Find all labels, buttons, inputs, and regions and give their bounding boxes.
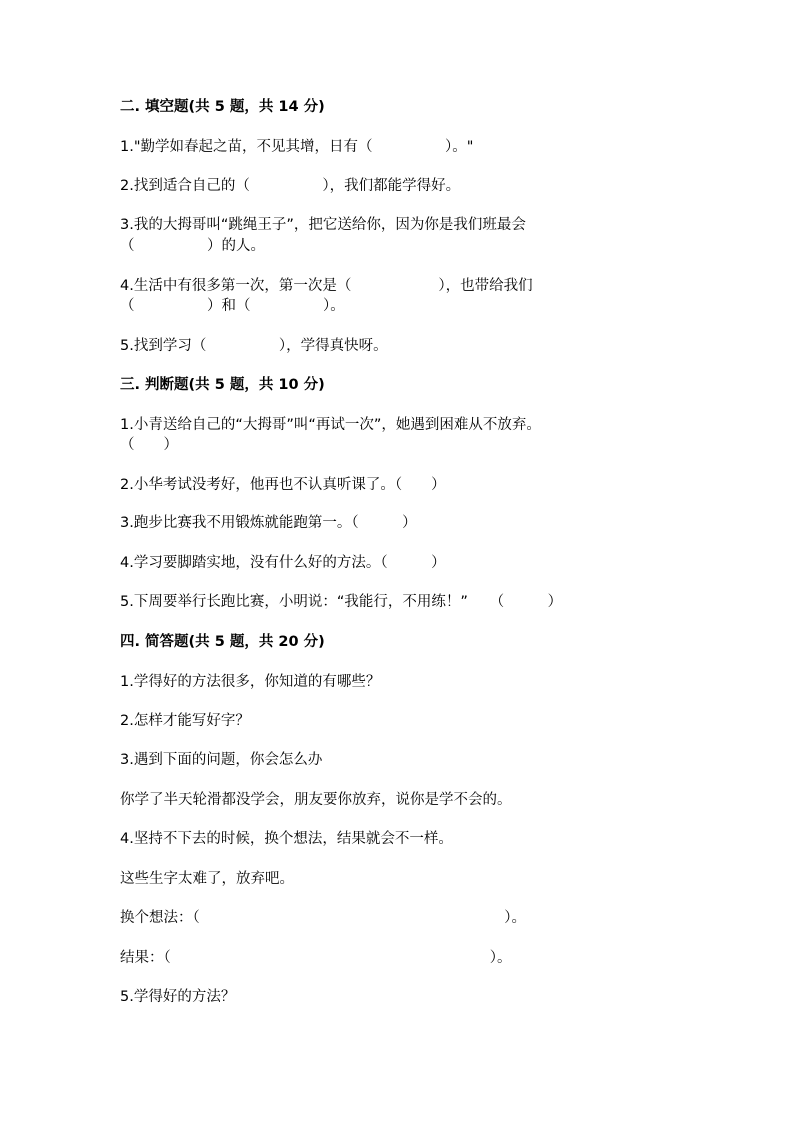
question-fill-5: 5.找到学习（ ），学得真快呀。: [120, 338, 388, 354]
section-heading-judgement: 三. 判断题(共 5 题，共 10 分): [120, 377, 325, 393]
section-heading-short-answer: 四. 简答题(共 5 题，共 20 分): [120, 634, 325, 650]
question-fill-4-cont: （ ）和（ ）。: [120, 298, 345, 314]
question-judge-4: 4.学习要脚踏实地，没有什么好的方法。（ ）: [120, 555, 446, 571]
question-answer-5: 5.学得好的方法？: [120, 989, 236, 1005]
question-answer-1: 1.学得好的方法很多，你知道的有哪些？: [120, 674, 381, 690]
question-fill-4: 4.生活中有很多第一次，第一次是（ ），也带给我们: [120, 278, 533, 294]
question-answer-3-scenario: 你学了半天轮滑都没学会，朋友要你放弃，说你是学不会的。: [120, 792, 512, 808]
question-judge-2: 2.小华考试没考好，他再也不认真听课了。（ ）: [120, 477, 446, 493]
question-answer-4-result: 结果：（ ）。: [120, 950, 512, 966]
question-answer-4-scenario: 这些生字太难了，放弃吧。: [120, 871, 294, 887]
question-answer-3: 3.遇到下面的问题，你会怎么办: [120, 752, 323, 768]
question-judge-1: 1.小青送给自己的“大拇哥”叫“再试一次”，她遇到困难从不放弃。: [120, 417, 541, 433]
question-fill-1: 1."勤学如春起之苗，不见其增，日有（ ）。": [120, 139, 474, 155]
question-fill-2: 2.找到适合自己的（ ），我们都能学得好。: [120, 178, 461, 194]
section-heading-fill-blank: 二. 填空题(共 5 题，共 14 分): [120, 99, 325, 115]
question-answer-2: 2.怎样才能写好字？: [120, 713, 250, 729]
question-fill-3-cont: （ ）的人。: [120, 238, 265, 254]
question-answer-4: 4.坚持不下去的时候，换个想法，结果就会不一样。: [120, 831, 453, 847]
question-fill-3: 3.我的大拇哥叫“跳绳王子”，把它送给你，因为你是我们班最会: [120, 217, 526, 233]
question-judge-1-cont: （ ）: [120, 437, 178, 453]
question-judge-3: 3.跑步比赛我不用锻炼就能跑第一。（ ）: [120, 515, 417, 531]
question-judge-5: 5.下周要举行长跑比赛，小明说：“我能行，不用练！” （ ）: [120, 594, 563, 610]
question-answer-4-new-thought: 换个想法：（ ）。: [120, 910, 526, 926]
